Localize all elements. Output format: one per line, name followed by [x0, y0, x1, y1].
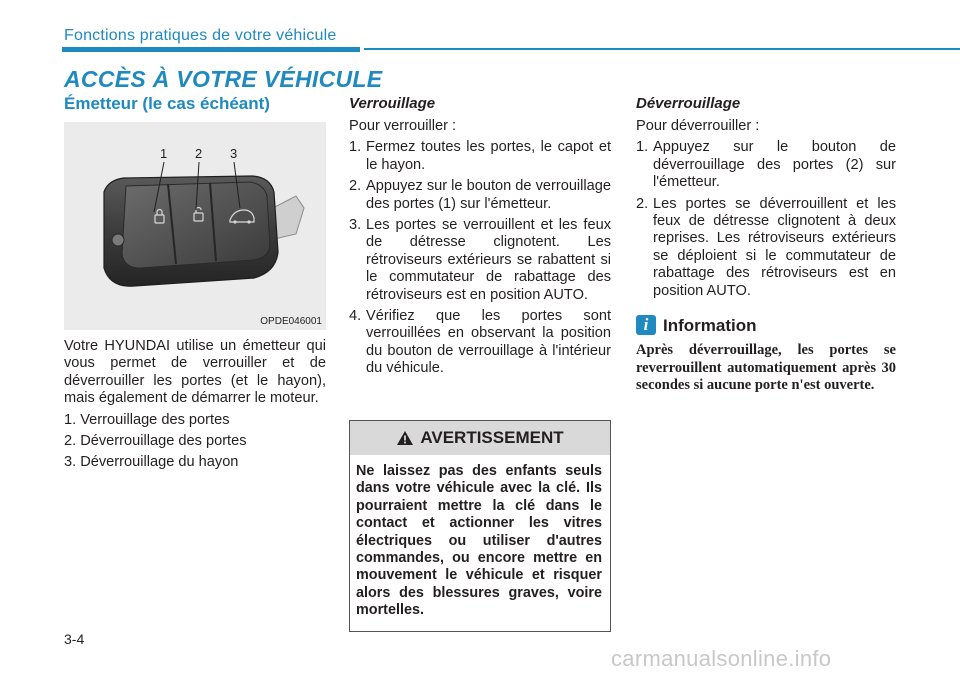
section-title: ACCÈS À VOTRE VÉHICULE: [64, 66, 383, 92]
watermark: carmanualsonline.info: [611, 646, 832, 671]
callout-3: 3: [230, 146, 238, 161]
locking-column: [349, 118, 611, 382]
callout-1: 1: [160, 146, 168, 161]
unlocking-column: [636, 118, 896, 304]
key-fob-figure: [64, 122, 326, 330]
warning-text: Ne laissez pas des enfants seuls dans votre véhicule avec la clé. Ils pourraient mettre la clé dans le contact et actionner les vitres électriques ou utiliser d'autres commandes, ou encore mettre en mouvement le véhicule et risquer alors des blessures graves, voire mortelles.: [356, 463, 602, 619]
warning-header: [350, 421, 610, 455]
info-text: Après déverrouillage, les portes se reverrouillent automatiquement après 30 secondes si aucune porte n'est ouverte.: [636, 342, 896, 393]
unlocking-step: 2. Les portes se déverrouillent et les feux de détresse clignotent à deux reprises. Les rétroviseurs extérieurs se déploient si le commutateur de rabattage des rétroviseurs est en position AUTO.: [636, 195, 896, 299]
callout-2: 2: [195, 146, 203, 161]
list-item: 1. Verrouillage des portes: [64, 411, 230, 428]
locking-step: 4. Vérifiez que les portes sont verrouillées en observant la position du bouton de verrouillage à l'intérieur du véhicule.: [349, 308, 611, 377]
unlocking-step: 1. Appuyez sur le bouton de déverrouillage des portes (2) sur l'émetteur.: [636, 139, 896, 191]
warning-triangle-icon: [396, 430, 414, 446]
info-title: Information: [663, 316, 757, 335]
locking-title: Verrouillage: [349, 95, 436, 112]
intro-paragraph: Votre HYUNDAI utilise un émetteur qui vous permet de verrouiller et de déverrouiller les portes (et le hayon), mais également de démarrer le moteur.: [64, 338, 326, 407]
locking-step: 3. Les portes se verrouillent et les feux de détresse clignotent. Les rétroviseurs extérieurs se rabattent si le commutateur de rabattage des rétroviseurs est en position AUTO.: [349, 217, 611, 303]
intro-column: [64, 338, 326, 476]
locking-step: 1. Fermez toutes les portes, le capot et le hayon.: [349, 139, 611, 173]
figure-code: OPDE046001: [260, 316, 322, 327]
unlocking-title: Déverrouillage: [636, 95, 741, 112]
list-item: 2. Déverrouillage des portes: [64, 433, 247, 450]
locking-step: 2. Appuyez sur le bouton de verrouillage des portes (1) sur l'émetteur.: [349, 178, 612, 212]
chapter-header: Fonctions pratiques de votre véhicule: [64, 27, 337, 44]
locking-lead: Pour verrouiller :: [349, 118, 457, 134]
warning-label: AVERTISSEMENT: [420, 428, 564, 447]
subsection-title: Émetteur (le cas échéant): [64, 94, 270, 113]
header-bar-thick: [62, 47, 360, 52]
info-icon: i: [636, 315, 656, 335]
warning-box: [349, 420, 611, 632]
key-fob-illustration: [64, 122, 326, 330]
unlocking-lead: Pour déverrouiller :: [636, 118, 760, 134]
list-item: 3. Déverrouillage du hayon: [64, 454, 239, 471]
header-bar-thin: [364, 48, 960, 50]
page-number: 3-4: [64, 631, 85, 647]
